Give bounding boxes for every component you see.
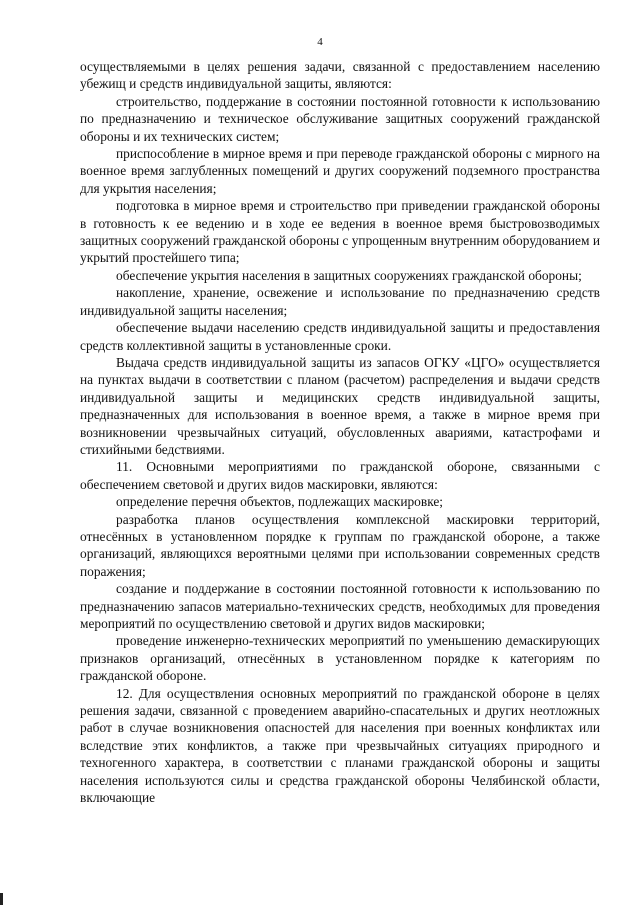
paragraph-shelter-construction: строительство, поддержание в состоянии постоянной готовности к использованию по предназначению и техническое обслуживание защитных сооружений гражданской обороны и их технических систем; xyxy=(80,93,600,144)
paragraph-ppe-issuance: обеспечение выдачи населению средств индивидуальной защиты и предоставления средств коллективной защиты в установленные сроки. xyxy=(80,320,600,353)
paragraph-ppe-storage: накопление, хранение, освежение и использование по предназначению средств индивидуальной защиты населения; xyxy=(80,285,600,318)
paragraph-underground-adaptation: приспособление в мирное время и при переводе гражданской обороны с мирного на военное время заглубленных помещений и других сооружений подземного пространства для укрытия населения; xyxy=(80,146,600,196)
paragraph-ppe-distribution: Выдача средств индивидуальной защиты из запасов ОГКУ «ЦГО» осуществляется на пунктах выдачи в соответствии с планом (расчетом) распределения и выдачи средств индивидуальной защиты и медицинских средств индивидуальной защиты, предназначенных для использования в военное время, а также в мирное время при возникновении чрезвычайных ситуаций, обусловленных авариями, катастрофами и стихийными бедствиями. xyxy=(80,354,600,457)
paragraph-continuation: осуществляемыми в целях решения задачи, связанной с предоставлением населению убежищ и средств индивидуальной защиты, являются: xyxy=(80,59,600,92)
document-body xyxy=(80,58,600,806)
paragraph-camouflage-plans: разработка планов осуществления комплексной маскировки территорий, отнесённых в установленном порядке к группам по гражданской обороне, а также организаций, являющихся вероятными целями при использовании современных средств поражения; xyxy=(80,511,600,579)
paragraph-camouflage-list: определение перечня объектов, подлежащих маскировке; xyxy=(116,494,444,510)
paragraph-population-sheltering: обеспечение укрытия населения в защитных сооружениях гражданской обороны; xyxy=(116,267,582,283)
paragraph-item-12: 12. Для осуществления основных мероприятий по гражданской обороне в целях решения задачи, связанной с проведением аварийно-спасательных и других неотложных работ в случае возникновения опасностей для населения при военных конфликтах или вследствие этих конфликтов, а также при чрезвычайных ситуациях природного и техногенного характера, в соответствии с планами гражданской обороны и защиты населения используются силы и средства гражданской обороны Челябинской области, включающие xyxy=(80,685,600,806)
paragraph-engineering-measures: проведение инженерно-технических мероприятий по уменьшению демаскирующих признаков организаций, отнесённых в установленном порядке к категориям по гражданской обороне. xyxy=(80,633,600,684)
page-number: 4 xyxy=(317,36,323,48)
paragraph-camouflage-reserves: создание и поддержание в состоянии постоянной готовности к использованию по предназначению запасов материально-технических средств, необходимых для проведения мероприятий по осуществлению световой и других видов маскировки; xyxy=(80,581,600,631)
paragraph-item-11: 11. Основными мероприятиями по гражданской обороне, связанными с обеспечением световой и других видов маскировки, являются: xyxy=(80,459,600,492)
paragraph-rapid-shelters: подготовка в мирное время и строительство при приведении гражданской обороны в готовность к ее ведению и в ходе ее ведения в военное время быстровозводимых защитных сооружений гражданской обороны с упрощенным внутренним оборудованием и укрытий простейшего типа; xyxy=(80,198,600,266)
scan-edge-mark xyxy=(0,893,3,905)
